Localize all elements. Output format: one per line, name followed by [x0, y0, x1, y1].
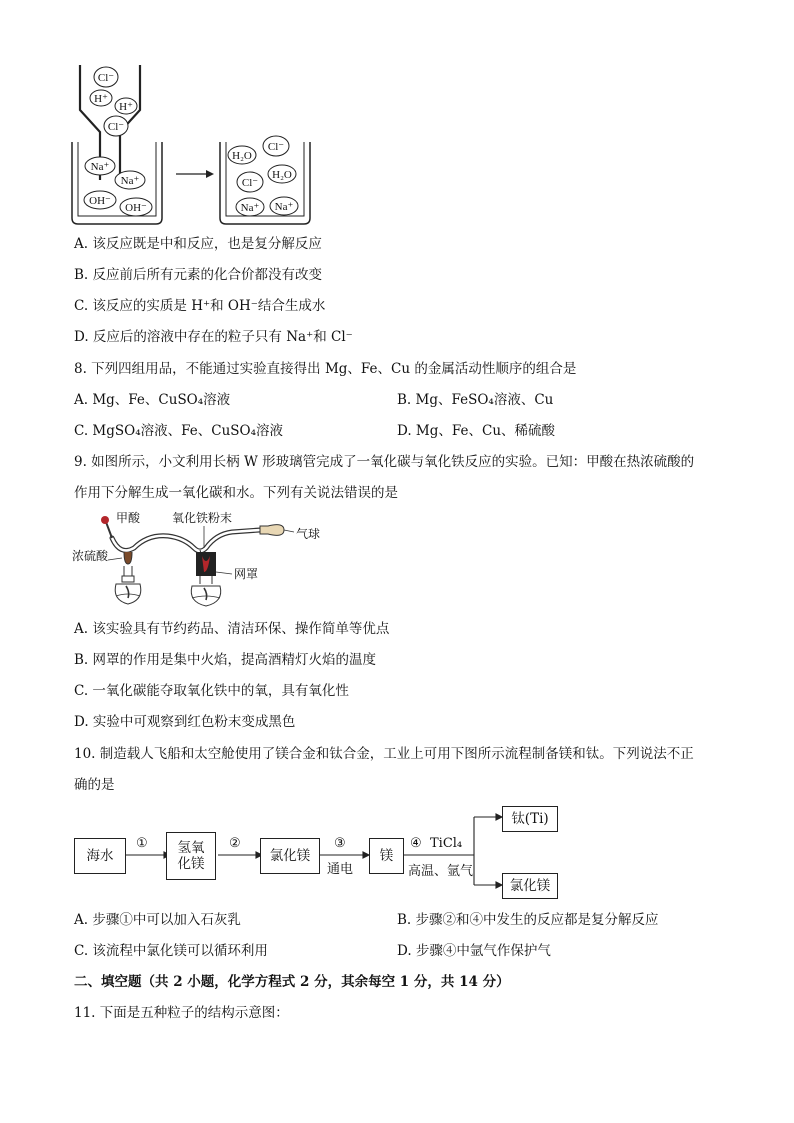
product-5: Na⁺ — [240, 202, 260, 214]
box-magnesium-hydroxide: 氢氧 化镁 — [166, 832, 216, 880]
product-6: Na⁺ — [274, 201, 294, 213]
label-sulfuric-acid: 浓硫酸 — [72, 549, 109, 563]
acid-ion-2: H⁺ — [94, 93, 108, 105]
step-3-label: ③ — [334, 836, 346, 851]
q10-option-a: A. 步骤①中可以加入石灰乳 — [74, 912, 241, 928]
step-4-label: ④ — [410, 836, 422, 851]
q8-option-d: D. Mg、Fe、Cu、稀硫酸 — [397, 423, 556, 439]
q7-option-d: D. 反应后的溶液中存在的粒子只有 Na⁺和 Cl⁻ — [74, 329, 353, 345]
acid-ion-1: Cl⁻ — [97, 72, 115, 84]
product-2: Cl⁻ — [267, 141, 285, 153]
label-mesh: 网罩 — [234, 567, 259, 581]
q7-option-c: C. 该反应的实质是 H⁺和 OH⁻结合生成水 — [74, 298, 326, 314]
q8-option-b: B. Mg、FeSO₄溶液、Cu — [397, 392, 554, 408]
step-4-reagent: TiCl₄ — [430, 836, 463, 851]
q10-stem-line1: 10. 制造载人飞船和太空舱使用了镁合金和钛合金，工业上可用下图所示流程制备镁和钛。下列说法不正 — [74, 746, 694, 762]
balloon — [260, 525, 284, 536]
w-tube-apparatus — [72, 508, 332, 612]
neutralization-diagram — [60, 60, 320, 230]
q10-option-b: B. 步骤②和④中发生的反应都是复分解反应 — [397, 912, 659, 928]
product-4: H₂O — [272, 169, 292, 181]
q8-stem: 8. 下列四组用品，不能通过实验直接得出 Mg、Fe、Cu 的金属活动性顺序的组合是 — [74, 361, 577, 377]
q9-stem-line2: 作用下分解生成一氧化碳和水。下列有关说法错误的是 — [74, 485, 398, 501]
q10-option-d: D. 步骤④中氩气作保护气 — [397, 943, 551, 959]
q10-stem-line2: 确的是 — [74, 777, 115, 793]
alcohol-lamp-right — [191, 576, 220, 606]
q11-stem: 11. 下面是五种粒子的结构示意图： — [74, 1005, 289, 1021]
q10-option-c: C. 该流程中氯化镁可以循环利用 — [74, 943, 268, 959]
base-ion-3: OH⁻ — [89, 195, 111, 207]
q9-stem-line1: 9. 如图所示，小文利用长柄 W 形玻璃管完成了一氧化碳与氧化铁反应的实验。已知：甲酸在热浓硫酸的 — [74, 454, 695, 470]
reaction-arrow — [176, 170, 214, 178]
box-titanium: 钛(Ti) — [502, 806, 558, 832]
q7-option-b: B. 反应前后所有元素的化合价都没有改变 — [74, 267, 323, 283]
flow-arrows — [70, 800, 570, 904]
q9-option-b: B. 网罩的作用是集中火焰，提高酒精灯火焰的温度 — [74, 652, 377, 668]
label-formic-acid: 甲酸 — [116, 511, 141, 525]
q8-option-c: C. MgSO₄溶液、Fe、CuSO₄溶液 — [74, 423, 283, 439]
label-balloon: 气球 — [296, 527, 321, 541]
q7-option-a: A. 该反应既是中和反应，也是复分解反应 — [74, 236, 322, 252]
step-2-label: ② — [229, 836, 241, 851]
box-magnesium: 镁 — [369, 838, 404, 874]
q9-option-c: C. 一氧化碳能夺取氧化铁中的氧，具有氧化性 — [74, 683, 349, 699]
step-3-condition: 通电 — [327, 862, 354, 877]
box-seawater: 海水 — [74, 838, 126, 874]
product-3: Cl⁻ — [241, 177, 259, 189]
box-magnesium-chloride-2: 氯化镁 — [502, 873, 558, 899]
q9-option-a: A. 该实验具有节约药品、清洁环保、操作简单等优点 — [74, 621, 390, 637]
q8-option-a: A. Mg、Fe、CuSO₄溶液 — [74, 392, 231, 408]
base-ion-4: OH⁻ — [125, 202, 147, 214]
acid-ion-4: Cl⁻ — [107, 121, 125, 133]
step-1-label: ① — [136, 836, 148, 851]
step-4-condition: 高温、氩气 — [408, 864, 474, 879]
section-2-heading: 二、填空题（共 2 小题，化学方程式 2 分，其余每空 1 分，共 14 分） — [74, 974, 510, 990]
product-1: H₂O — [232, 150, 252, 162]
q9-option-d: D. 实验中可观察到红色粉末变成黑色 — [74, 714, 296, 730]
box-magnesium-chloride: 氯化镁 — [260, 838, 320, 874]
base-ion-1: Na⁺ — [90, 161, 110, 173]
formic-acid-dropper — [101, 516, 109, 524]
label-iron-oxide: 氧化铁粉末 — [172, 511, 233, 525]
acid-ion-3: H⁺ — [119, 101, 133, 113]
alcohol-lamp-left — [115, 566, 141, 604]
base-ion-2: Na⁺ — [120, 175, 140, 187]
